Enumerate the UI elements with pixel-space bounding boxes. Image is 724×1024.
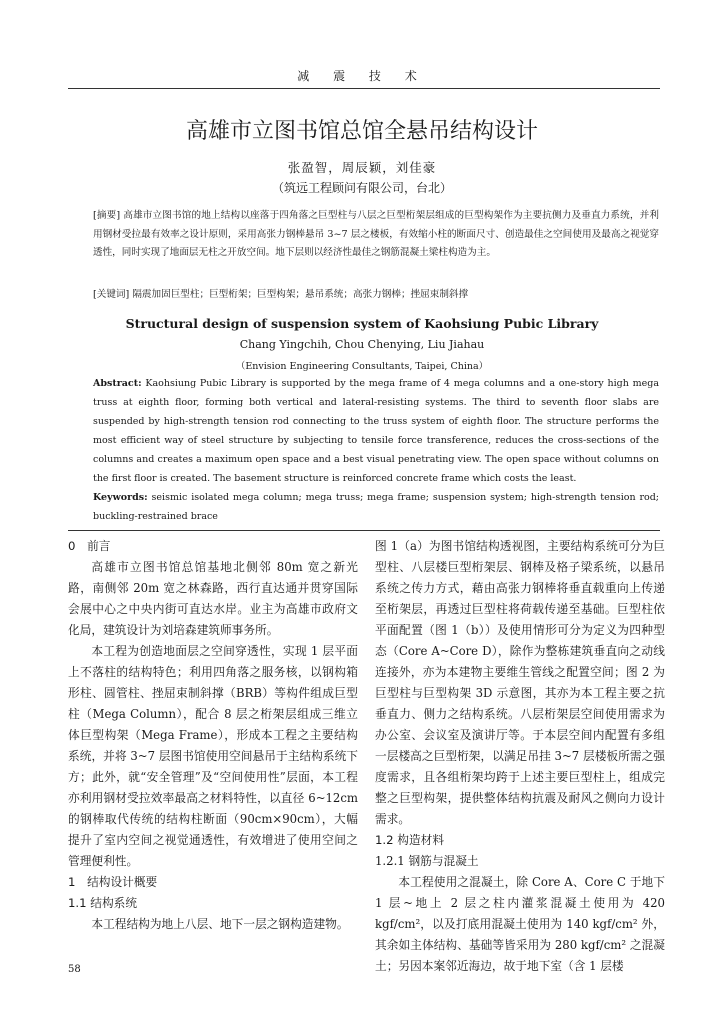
- section-1-1-paragraph-1-continued: 图 1（a）为图书馆结构透视图，主要结构系统可分为巨型柱、八层楼巨型桁架层、钢棒及格子梁系统，以悬吊系统之传力方式，藉由高张力钢棒将垂直载重向上传递至桁架层，再透过巨型柱将荷载传递至基础。巨型柱依平面配置（图 1（b））及使用情形可分为定义为四种型态（Core A~Core D），除作为整栋建筑垂直向之动线连接外，亦为本建物主要维生管线之配置空间；图 2 为巨型柱与巨型构架 3D 示意图，其亦为本工程主要之抗垂直力、侧力之结构系统。八层桁架层空间使用需求为办公室、会议室及演讲厅等。于本层空间内配置有多组一层楼高之巨型桁架，以满足吊挂 3~7 层楼板所需之强度需求，且各组桁架均跨于上述主要巨型柱上，组成完整之巨型构架，提供整体结构抗震及耐风之侧向力设计需求。: [375, 539, 665, 826]
- abstract-cn: [93, 207, 659, 263]
- keywords-en-label: Keywords:: [93, 492, 148, 503]
- section-1-2-1-paragraph-1: 本工程使用之混凝土，除 Core A、Core C 于地下 1 层~地上 2 层之柱内灌浆混凝土使用为 420 kgf/cm²，以及打底用混凝土使用为 140 kgf/cm² 外，其余如主体结构、基础等皆采用为 280 kgf/cm² 之混凝土；另因本案邻近海边，故于地下室（含 1 层楼: [375, 875, 665, 973]
- english-title: Structural design of suspension system of Kaohsiung Pubic Library: [125, 316, 599, 331]
- journal-header: 减 震 技 术: [297, 69, 427, 83]
- header-rule: [68, 88, 660, 89]
- body-column-right: [375, 536, 665, 977]
- keywords-en: [93, 489, 659, 527]
- section-1-1-paragraph-1: 本工程结构为地上八层、地下一层之钢构造建物。: [91, 917, 349, 931]
- page-number: 58: [68, 964, 81, 975]
- english-authors: Chang Yingchih, Chou Chenying, Liu Jiahau: [239, 338, 485, 351]
- section-0-paragraph-1: 高雄市立图书馆总馆基地北侧邻 80m 宽之新光路，南侧邻 20m 宽之林森路，西行直达通并贯穿国际会展中心之中央内街可直达水岸。业主为高雄市政府文化局，建筑设计为刘培森建筑师事务所。: [68, 560, 358, 637]
- section-0-paragraph-2: 本工程为创造地面层之空间穿透性，实现 1 层平面上不落柱的结构特色；利用四角落之服务核，以钢构箱形柱、圆管柱、挫屈束制斜撑（BRB）等构件组成巨型柱（Mega Column），配合 8 层之桁架层组成三维立体巨型构架（Mega Frame），形成本工程之主要结构系统，并将 3~7 层图书馆使用空间悬吊于主结构系统下方；此外，就“安全管理”及“空间使用性”层面，本工程亦利用钢材受拉效率最高之材料特性，以直径 6~12cm 的钢棒取代传统的结构柱断面（90cm×90cm），大幅提升了室内空间之视觉通透性，有效增进了使用空间之管理便利性。: [68, 644, 358, 868]
- section-1-2-1-heading: 1.2.1 钢筋与混凝土: [375, 854, 479, 868]
- section-1-1-heading: 1.1 结构系统: [68, 896, 138, 910]
- section-1-heading: 1 结构设计概要: [68, 875, 158, 889]
- paper-title: 高雄市立图书馆总馆全悬吊结构设计: [185, 119, 538, 144]
- abstract-en-label: Abstract:: [93, 378, 142, 389]
- affiliation: （筑远工程顾问有限公司，台北）: [271, 181, 452, 195]
- abstract-cn-text: 高雄市立图书馆的地上结构以座落于四角落之巨型柱与八层之巨型桁架层组成的巨型构架作为主要抗侧力及垂直力系统，并利用钢材受拉最有效率之设计原则，采用高张力钢棒悬吊 3~7 层之楼板，有效缩小柱的断面尺寸、创造最佳之空间使用及最高之视觉穿透性，同时实现了地面层无柱之开放空间。地下层则以经济性最佳之钢筋混凝土梁柱构造为主。: [93, 210, 659, 259]
- body-column-left: [68, 536, 358, 935]
- abstract-en-text: Kaohsiung Pubic Library is supported by the mega frame of 4 mega columns and a one-story high mega truss at eighth floor, forming both vertical and lateral-resisting systems. The third to seventh floor slabs are suspended by high-strength tension rod connecting to the truss system of eighth floor. The structure performs the most efficient way of steel structure by subjecting to tensile force transference, reduces the cross-sections of the columns and creates a maximum open space and a best visual penetrating view. The open space without columns on the first floor is created. The basement structure is reinforced concrete frame which costs the least.: [93, 378, 659, 484]
- section-0-heading: 0 前言: [68, 539, 111, 553]
- body-rule: [68, 530, 660, 531]
- abstract-en: [93, 375, 659, 488]
- keywords-cn-text: 隔震加固巨型柱；巨型桁架；巨型构架；悬吊系统；高张力钢棒；挫屈束制斜撑: [132, 289, 469, 300]
- keywords-en-text: seismic isolated mega column; mega truss; mega frame; suspension system; high-strength tension rod; buckling-restrained brace: [93, 492, 659, 522]
- english-affiliation: （Envision Engineering Consultants, Taipei, China）: [235, 361, 489, 372]
- abstract-cn-label: [摘要]: [93, 210, 121, 221]
- keywords-cn-label: [关键词]: [93, 289, 130, 300]
- section-1-2-heading: 1.2 构造材料: [375, 833, 445, 847]
- keywords-cn: [93, 286, 659, 300]
- authors: 张盈智，周辰颖，刘佳豪: [287, 160, 437, 175]
